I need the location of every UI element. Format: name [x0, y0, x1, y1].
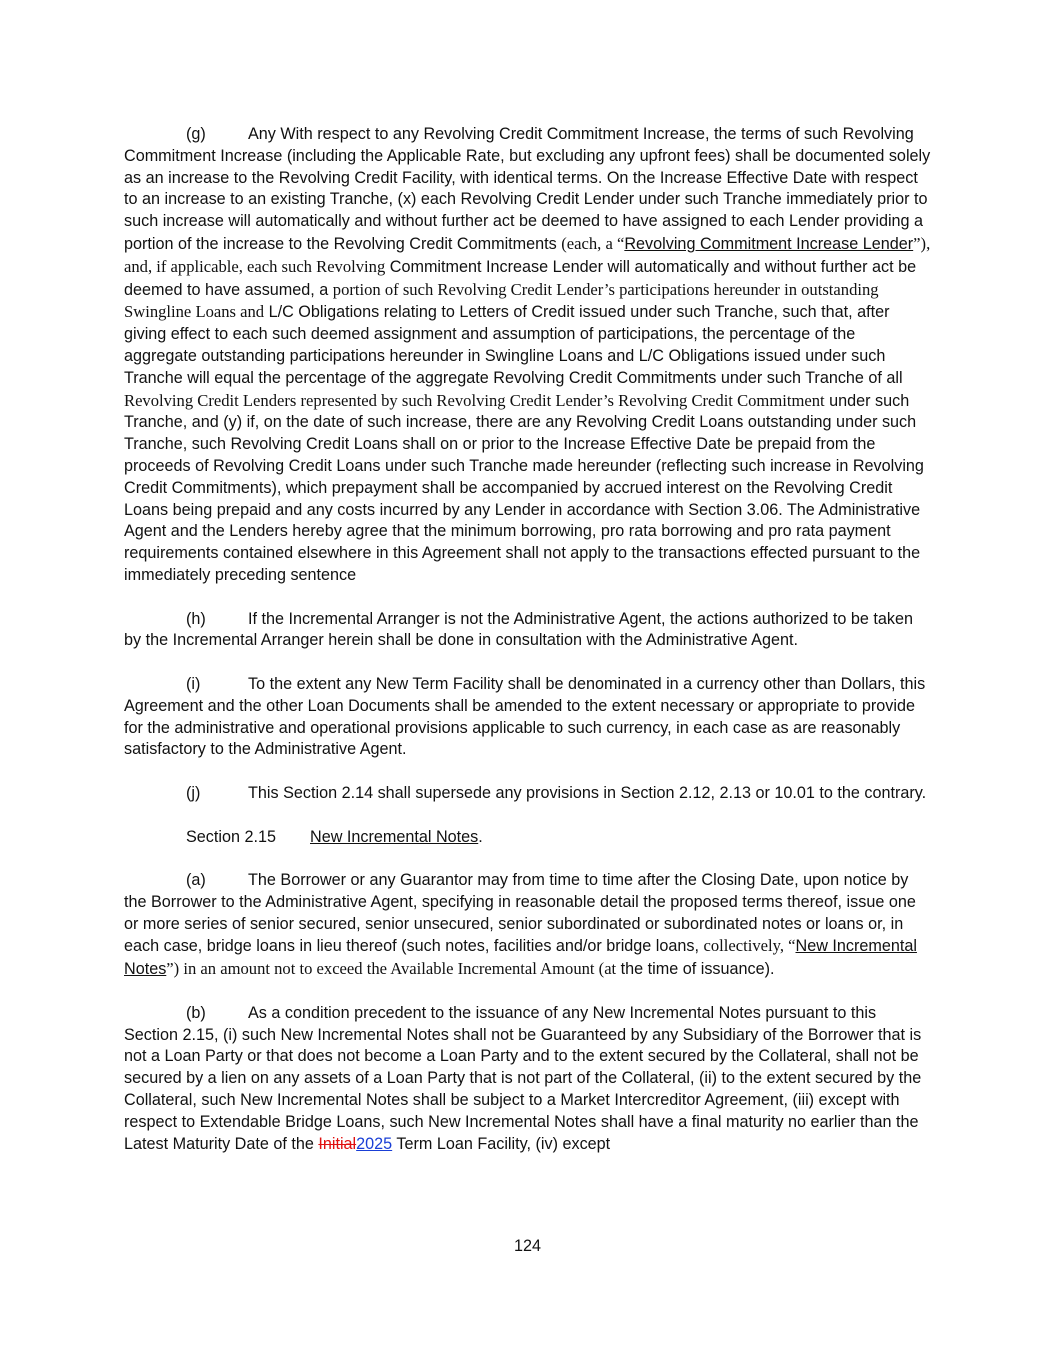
paragraph-label: (a): [186, 871, 206, 890]
paragraph-text: Any With respect to any Revolving Credit Commitment Increase, the terms of such Revolving Commitment Increase (including the Applicable Rate, but excluding any upfront fees) shall be documented solely as an increase to the Revolving Credit Facility, with identical terms. On the Increase Effective Date with respect to an increase to an existing Tranche, (x) each Revolving Credit Lender under such Tranche immediately prior to such increase will automatically and without further act be deemed to have assigned to each Lender providing a portion of the increase to the Revolving Credit Commitments: [124, 125, 931, 253]
defined-term: Revolving Commitment Increase Lender: [624, 234, 914, 253]
paragraph-text: Commitment Increase Lender will automatically and without further act be deemed to have assumed, a: [124, 257, 917, 299]
paragraph-text: under such Tranche, and (y) if, on the date of such increase, there are any Revolving Credit Loans outstanding under such Tranche, such Revolving Credit Loans shall on or prior to the Increase Effective Date be prepaid from the proceeds of Revolving Credit Loans under such Tranche made hereunder (reflecting such increase in Revolving Credit Commitments), which prepayment shall be accompanied by accrued interest on the Revolving Credit Loans being prepaid and any costs incurred by any Lender in accordance with Section 3.06. The Administrative Agent and the Lenders hereby agree that the minimum borrowing, pro rata borrowing and pro rata payment requirements contained elsewhere in this Agreement shall not apply to the transactions effected pursuant to the immediately preceding sentence: [124, 391, 924, 584]
paragraph-g: [124, 124, 932, 587]
paragraph-label: (b): [186, 1003, 206, 1022]
paragraph-text: L/C Obligations relating to Letters of Credit issued under such Tranche, such that, after giving effect to each such deemed assignment and assumption of participations, the percentage of the aggregate outstanding participations hereunder in Swingline Loans and L/C Obligations issued under such Tranche will equal the percentage of the aggregate Revolving Credit Commitments under such Tranche of all: [124, 303, 903, 387]
paragraph-text-serif: (each, a “: [561, 233, 625, 253]
defined-term: New Incremental Notes: [124, 937, 917, 979]
paragraph-text: the time of issuance).: [616, 960, 775, 979]
section-title-period: .: [478, 827, 483, 846]
paragraph-i: [124, 674, 932, 761]
section-heading: [124, 827, 932, 849]
paragraph-text-serif: portion of such Revolving Credit Lender’s participations hereunder in outstanding Swingline Loans and: [124, 279, 879, 322]
document-page: [124, 124, 932, 1177]
paragraph-label: (j): [186, 783, 201, 802]
paragraph-text: If the Incremental Arranger is not the Administrative Agent, the actions authorized to be taken by the Incremental Arranger herein shall be done in consultation with the Administrative Agent.: [124, 609, 913, 650]
paragraph-text: Term Loan Facility, (iv) except: [392, 1134, 611, 1153]
paragraph-h: [124, 609, 932, 653]
tracked-deletion: Initial: [318, 1134, 357, 1153]
paragraph-text-serif: ”) in an amount not to exceed the Available Incremental Amount (at: [166, 959, 617, 979]
page-number: 124: [513, 1237, 541, 1255]
paragraph-text: As a condition precedent to the issuance of any New Incremental Notes pursuant to this Section 2.15, (i) such New Incremental Notes shall not be Guaranteed by any Subsidiary of the Borrower that is not a Loan Party or that does not become a Loan Party and to the extent secured by the Collateral, shall not be secured by a lien on any assets of a Loan Party that is not part of the Collateral, (ii) to the extent secured by the Collateral, such New Incremental Notes shall be subject to a Market Intercreditor Agreement, (iii) except with respect to Extendable Bridge Loans, such New Incremental Notes shall have a final maturity no earlier than the Latest Maturity Date of the: [124, 1003, 922, 1153]
paragraph-text: The Borrower or any Guarantor may from time to time after the Closing Date, upon notice by the Borrower to the Administrative Agent, specifying in reasonable detail the proposed terms thereof, issue one or more series of senior secured, senior unsecured, senior subordinated or subordinated notes or loans or, in each case, bridge loans in lieu thereof (such notes, facilities and/or bridge loans,: [124, 871, 916, 956]
paragraph-text: This Section 2.14 shall supersede any provisions in Section 2.12, 2.13 or 10.01 to the contrary.: [248, 783, 927, 802]
paragraph-text: To the extent any New Term Facility shall be denominated in a currency other than Dollars, this Agreement and the other Loan Documents shall be amended to the extent necessary or appropriate to provide for the administrative and operational provisions applicable to such currency, in each case as are reasonably satisfactory to the Administrative Agent.: [124, 674, 926, 759]
paragraph-label: (i): [186, 674, 201, 693]
paragraph-text-serif: Revolving Credit Lenders represented by such Revolving Credit Lender’s Revolving Credit Commitment: [124, 390, 825, 410]
paragraph-label: (g): [186, 125, 206, 143]
section-number: Section 2.15: [186, 827, 276, 846]
section-title: New Incremental Notes: [310, 827, 479, 846]
paragraph-b: [124, 1003, 932, 1156]
paragraph-j: [124, 783, 932, 805]
paragraph-label: (h): [186, 609, 206, 628]
paragraph-text-serif: collectively, “: [703, 936, 796, 956]
tracked-insertion: 2025: [356, 1134, 393, 1153]
paragraph-a: [124, 870, 932, 981]
paragraph-text-serif: ”), and, if applicable, each such Revolving: [124, 233, 931, 276]
